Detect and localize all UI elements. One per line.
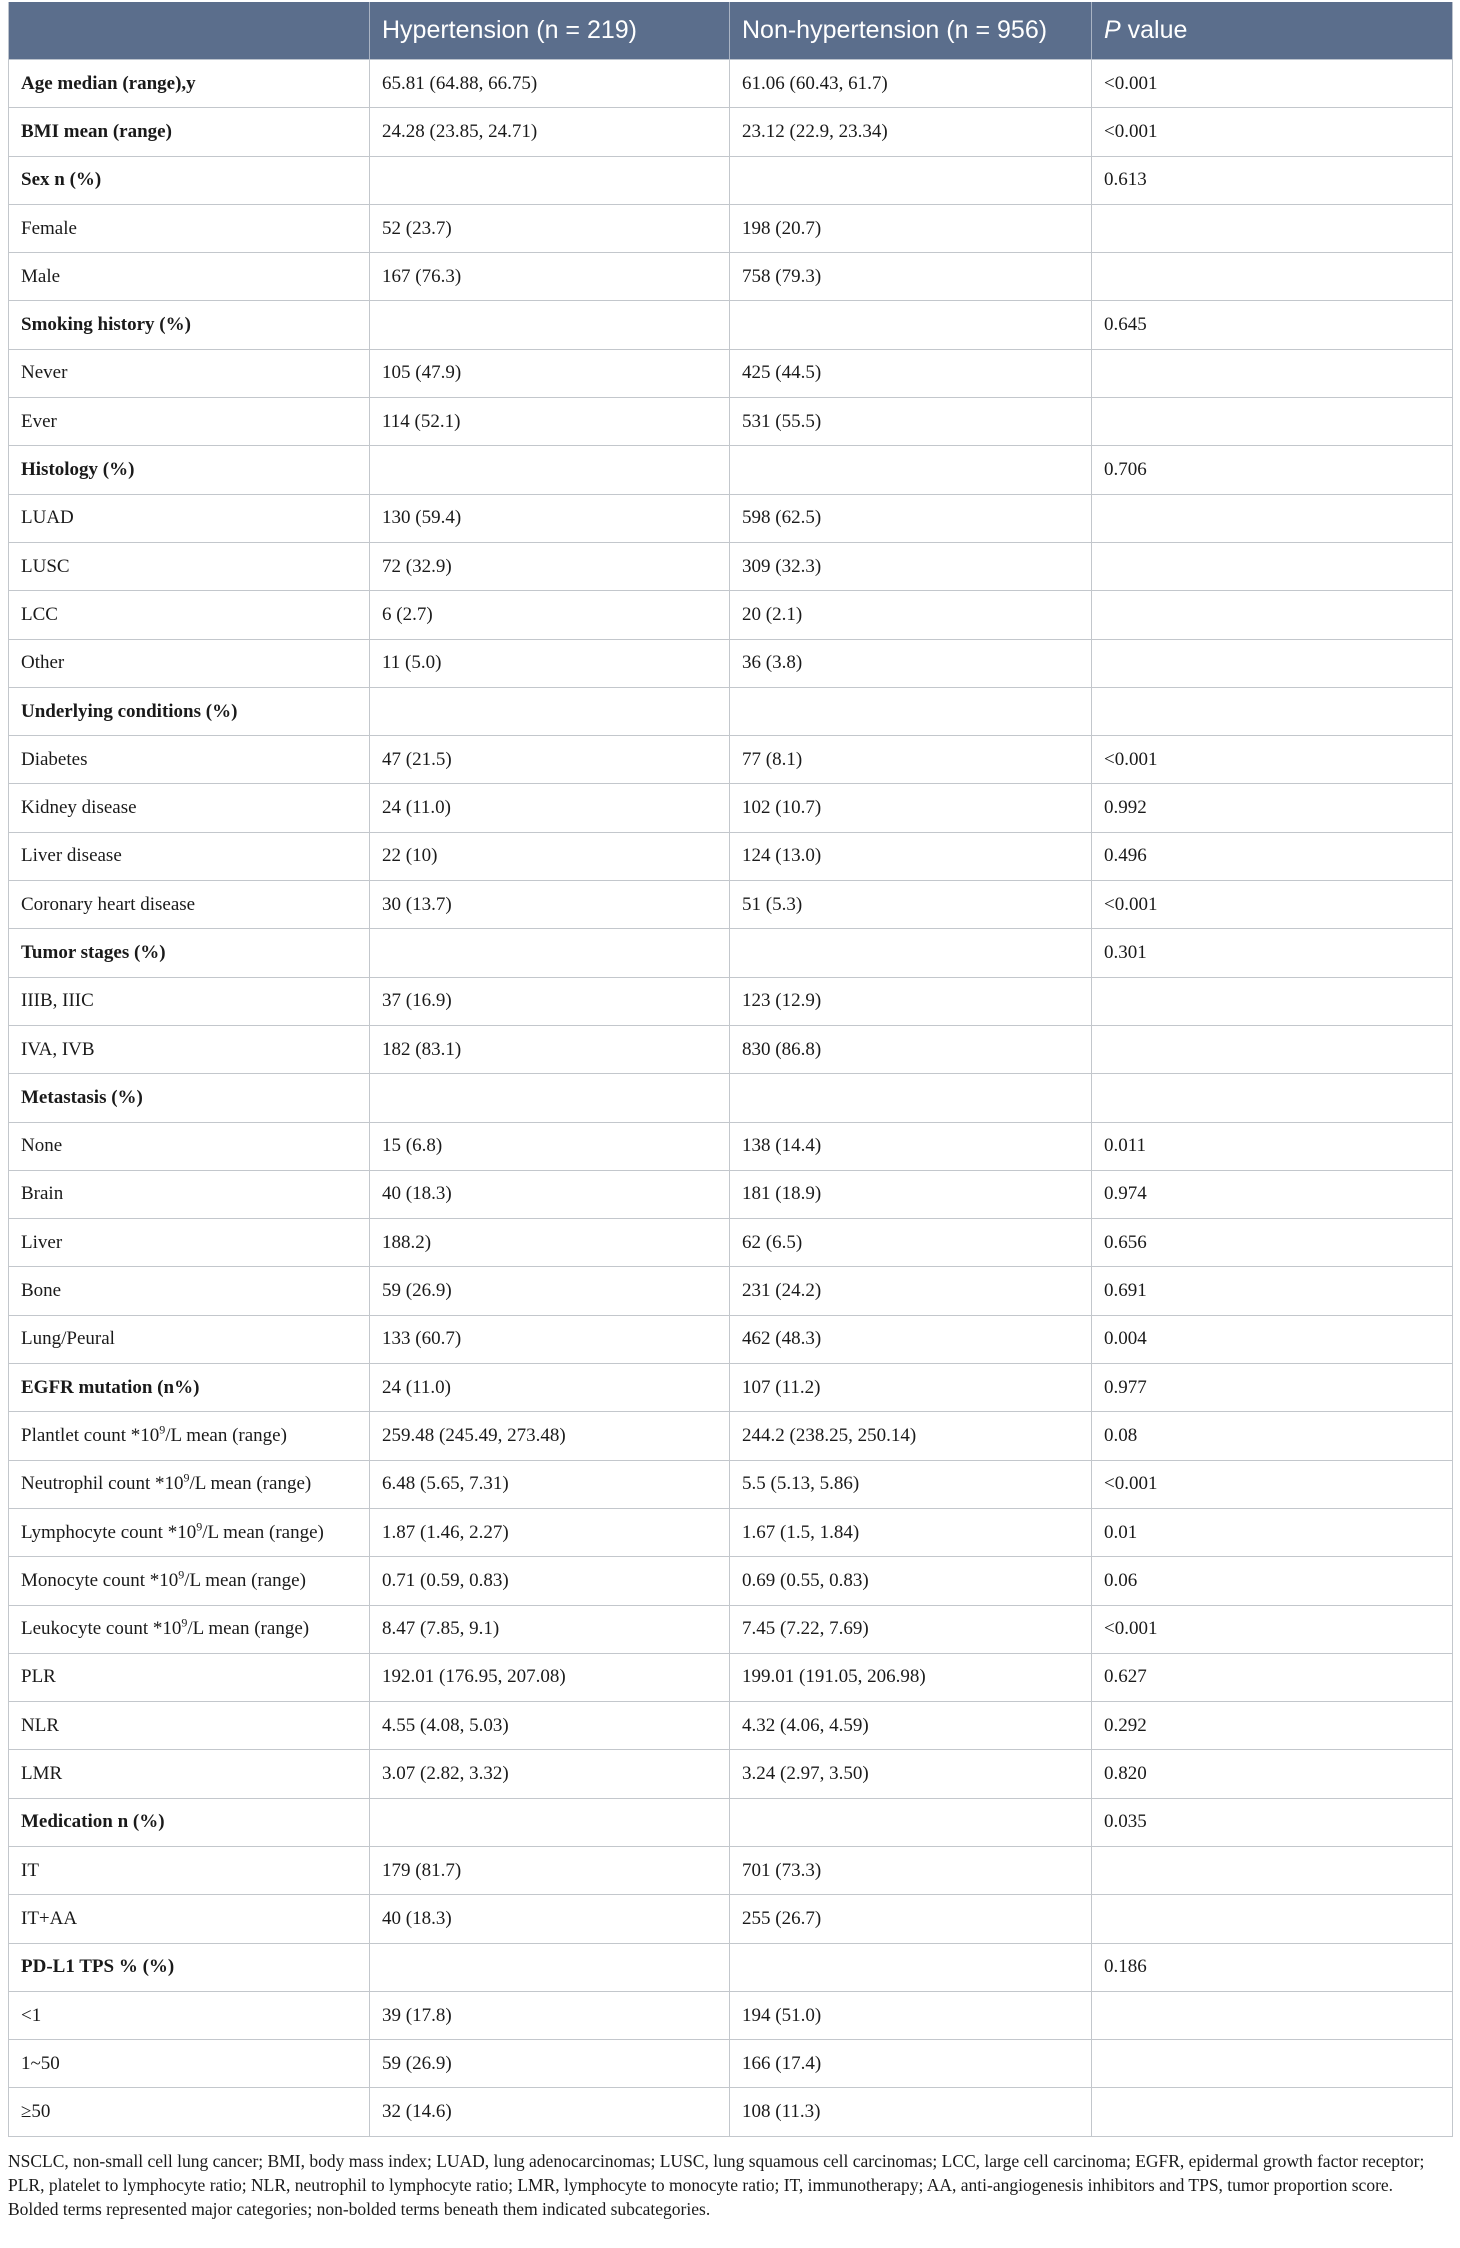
row-label-text: IVA, IVB xyxy=(21,1038,95,1060)
row-label-text: Diabetes xyxy=(21,748,88,770)
cell-hypertension: 24 (11.0) xyxy=(370,1364,730,1412)
cell-non-hypertension: 531 (55.5) xyxy=(730,398,1092,446)
table-body xyxy=(9,60,1453,2137)
cell-p-value xyxy=(1092,204,1453,252)
cell-non-hypertension: 36 (3.8) xyxy=(730,639,1092,687)
cell-non-hypertension: 5.5 (5.13, 5.86) xyxy=(730,1460,1092,1508)
row-label-text: PLR xyxy=(21,1666,56,1688)
cell-p-value: 0.992 xyxy=(1092,784,1453,832)
cell-p-value: 0.974 xyxy=(1092,1170,1453,1218)
row-label-text: Smoking history (%) xyxy=(21,314,191,336)
row-label xyxy=(9,1219,370,1267)
cell-hypertension: 32 (14.6) xyxy=(370,2088,730,2136)
cell-hypertension: 6 (2.7) xyxy=(370,591,730,639)
cell-p-value: 0.301 xyxy=(1092,929,1453,977)
table-row xyxy=(9,1846,1453,1894)
table-row xyxy=(9,1074,1453,1122)
row-label xyxy=(9,639,370,687)
cell-hypertension xyxy=(370,1074,730,1122)
table-row xyxy=(9,687,1453,735)
table-row xyxy=(9,591,1453,639)
row-label-text: IT xyxy=(21,1859,39,1881)
cell-non-hypertension: 23.12 (22.9, 23.34) xyxy=(730,108,1092,156)
row-label-text: Neutrophil count *10 xyxy=(21,1473,184,1495)
cell-p-value: 0.706 xyxy=(1092,446,1453,494)
row-label xyxy=(9,1315,370,1363)
cell-p-value: 0.645 xyxy=(1092,301,1453,349)
header-p-rest: value xyxy=(1120,16,1188,44)
cell-p-value xyxy=(1092,977,1453,1025)
row-label-text: Brain xyxy=(21,1183,64,1205)
table-row xyxy=(9,446,1453,494)
cell-hypertension: 24 (11.0) xyxy=(370,784,730,832)
table-row xyxy=(9,1895,1453,1943)
cell-non-hypertension xyxy=(730,1798,1092,1846)
row-label-text: Lymphocyte count *10 xyxy=(21,1521,197,1543)
row-label-text: Male xyxy=(21,265,61,287)
cell-hypertension: 1.87 (1.46, 2.27) xyxy=(370,1508,730,1556)
patient-characteristics-table xyxy=(8,2,1453,2137)
cell-hypertension: 59 (26.9) xyxy=(370,1267,730,1315)
cell-hypertension: 15 (6.8) xyxy=(370,1122,730,1170)
cell-hypertension: 192.01 (176.95, 207.08) xyxy=(370,1653,730,1701)
cell-non-hypertension: 181 (18.9) xyxy=(730,1170,1092,1218)
table-row xyxy=(9,1798,1453,1846)
cell-non-hypertension: 830 (86.8) xyxy=(730,1025,1092,1073)
row-label xyxy=(9,2040,370,2088)
cell-hypertension: 8.47 (7.85, 9.1) xyxy=(370,1605,730,1653)
cell-non-hypertension: 598 (62.5) xyxy=(730,494,1092,542)
row-label xyxy=(9,1653,370,1701)
cell-p-value: 0.292 xyxy=(1092,1702,1453,1750)
table-row xyxy=(9,881,1453,929)
row-label-text: Liver disease xyxy=(21,845,122,867)
table-row xyxy=(9,494,1453,542)
row-label-text: Metastasis (%) xyxy=(21,1086,143,1108)
cell-non-hypertension: 425 (44.5) xyxy=(730,349,1092,397)
cell-hypertension: 105 (47.9) xyxy=(370,349,730,397)
cell-p-value xyxy=(1092,1074,1453,1122)
cell-p-value xyxy=(1092,2040,1453,2088)
row-label-text: LUSC xyxy=(21,555,70,577)
row-label-text: Age median (range),y xyxy=(21,72,196,94)
cell-p-value: 0.035 xyxy=(1092,1798,1453,1846)
cell-hypertension xyxy=(370,1798,730,1846)
table-row xyxy=(9,639,1453,687)
cell-non-hypertension: 20 (2.1) xyxy=(730,591,1092,639)
table-row xyxy=(9,736,1453,784)
cell-hypertension: 3.07 (2.82, 3.32) xyxy=(370,1750,730,1798)
row-label xyxy=(9,2088,370,2136)
cell-p-value: <0.001 xyxy=(1092,736,1453,784)
cell-hypertension: 0.71 (0.59, 0.83) xyxy=(370,1557,730,1605)
cell-non-hypertension: 1.67 (1.5, 1.84) xyxy=(730,1508,1092,1556)
cell-non-hypertension: 758 (79.3) xyxy=(730,253,1092,301)
row-label xyxy=(9,1025,370,1073)
table-row xyxy=(9,204,1453,252)
table-row xyxy=(9,108,1453,156)
cell-p-value xyxy=(1092,687,1453,735)
row-label xyxy=(9,929,370,977)
cell-non-hypertension: 231 (24.2) xyxy=(730,1267,1092,1315)
table-header-row xyxy=(9,2,1453,60)
row-label xyxy=(9,253,370,301)
row-label-text: Medication n (%) xyxy=(21,1811,165,1833)
row-label-text: Bone xyxy=(21,1280,62,1302)
cell-hypertension: 259.48 (245.49, 273.48) xyxy=(370,1412,730,1460)
table-row xyxy=(9,1991,1453,2039)
row-label-text: Female xyxy=(21,217,77,239)
row-label xyxy=(9,1991,370,2039)
row-label xyxy=(9,1170,370,1218)
cell-non-hypertension xyxy=(730,156,1092,204)
cell-hypertension: 52 (23.7) xyxy=(370,204,730,252)
row-label xyxy=(9,1508,370,1556)
row-label-exponent: 9 xyxy=(159,1422,166,1437)
cell-hypertension xyxy=(370,446,730,494)
cell-non-hypertension: 138 (14.4) xyxy=(730,1122,1092,1170)
cell-hypertension: 6.48 (5.65, 7.31) xyxy=(370,1460,730,1508)
row-label xyxy=(9,301,370,349)
table-row xyxy=(9,1267,1453,1315)
header-non-hypertension: Non-hypertension (n = 956) xyxy=(730,2,1092,60)
cell-p-value: <0.001 xyxy=(1092,1605,1453,1653)
cell-non-hypertension xyxy=(730,446,1092,494)
row-label-text: Never xyxy=(21,362,68,384)
cell-non-hypertension xyxy=(730,929,1092,977)
row-label-unit: /L mean (range) xyxy=(187,1618,310,1640)
table-row xyxy=(9,301,1453,349)
table-row xyxy=(9,1508,1453,1556)
cell-non-hypertension xyxy=(730,301,1092,349)
cell-hypertension: 39 (17.8) xyxy=(370,1991,730,2039)
cell-non-hypertension: 102 (10.7) xyxy=(730,784,1092,832)
row-label-text: Histology (%) xyxy=(21,459,135,481)
cell-hypertension: 22 (10) xyxy=(370,832,730,880)
table-row xyxy=(9,1364,1453,1412)
row-label xyxy=(9,1750,370,1798)
row-label-text: PD-L1 TPS % (%) xyxy=(21,1956,175,1978)
cell-p-value: 0.011 xyxy=(1092,1122,1453,1170)
cell-hypertension xyxy=(370,1943,730,1991)
cell-non-hypertension: 166 (17.4) xyxy=(730,2040,1092,2088)
cell-p-value xyxy=(1092,1025,1453,1073)
table-row xyxy=(9,1219,1453,1267)
row-label xyxy=(9,1605,370,1653)
cell-p-value: 0.08 xyxy=(1092,1412,1453,1460)
cell-p-value: 0.496 xyxy=(1092,832,1453,880)
cell-p-value: 0.691 xyxy=(1092,1267,1453,1315)
table-row xyxy=(9,1943,1453,1991)
row-label xyxy=(9,446,370,494)
row-label-text: Plantlet count *10 xyxy=(21,1424,160,1446)
row-label xyxy=(9,881,370,929)
cell-hypertension xyxy=(370,301,730,349)
cell-non-hypertension: 4.32 (4.06, 4.59) xyxy=(730,1702,1092,1750)
cell-non-hypertension: 255 (26.7) xyxy=(730,1895,1092,1943)
row-label xyxy=(9,542,370,590)
row-label-text: Tumor stages (%) xyxy=(21,941,166,963)
row-label-exponent: 9 xyxy=(178,1567,185,1582)
cell-p-value xyxy=(1092,253,1453,301)
row-label xyxy=(9,1412,370,1460)
table-footnotes xyxy=(8,2149,1452,2221)
row-label-exponent: 9 xyxy=(183,1470,190,1485)
table-row xyxy=(9,2088,1453,2136)
row-label xyxy=(9,736,370,784)
cell-non-hypertension: 7.45 (7.22, 7.69) xyxy=(730,1605,1092,1653)
row-label-text: IIIB, IIIC xyxy=(21,990,94,1012)
cell-hypertension: 130 (59.4) xyxy=(370,494,730,542)
footnote-legend: Bolded terms represented major categories; non-bolded terms beneath them indicated subcategories. xyxy=(8,2198,711,2219)
row-label xyxy=(9,1267,370,1315)
table-row xyxy=(9,1605,1453,1653)
cell-hypertension: 47 (21.5) xyxy=(370,736,730,784)
header-hypertension: Hypertension (n = 219) xyxy=(370,2,730,60)
cell-p-value: 0.186 xyxy=(1092,1943,1453,1991)
row-label-unit: /L mean (range) xyxy=(189,1473,312,1495)
row-label xyxy=(9,1557,370,1605)
cell-hypertension: 40 (18.3) xyxy=(370,1170,730,1218)
cell-non-hypertension: 309 (32.3) xyxy=(730,542,1092,590)
table-row xyxy=(9,1170,1453,1218)
cell-non-hypertension: 194 (51.0) xyxy=(730,1991,1092,2039)
row-label-text: Coronary heart disease xyxy=(21,893,196,915)
cell-p-value: 0.01 xyxy=(1092,1508,1453,1556)
cell-p-value xyxy=(1092,349,1453,397)
table-row xyxy=(9,929,1453,977)
table-row xyxy=(9,784,1453,832)
cell-hypertension xyxy=(370,156,730,204)
row-label-text: Monocyte count *10 xyxy=(21,1569,179,1591)
row-label xyxy=(9,1364,370,1412)
row-label xyxy=(9,832,370,880)
cell-p-value: 0.656 xyxy=(1092,1219,1453,1267)
row-label-unit: /L mean (range) xyxy=(202,1521,324,1543)
row-label xyxy=(9,687,370,735)
row-label xyxy=(9,156,370,204)
row-label-text: <1 xyxy=(21,2004,42,2026)
row-label-text: Lung/Peural xyxy=(21,1328,115,1350)
table-row xyxy=(9,1653,1453,1701)
cell-p-value xyxy=(1092,494,1453,542)
row-label-text: Liver xyxy=(21,1231,63,1253)
row-label xyxy=(9,349,370,397)
cell-non-hypertension xyxy=(730,687,1092,735)
cell-non-hypertension: 108 (11.3) xyxy=(730,2088,1092,2136)
cell-hypertension: 30 (13.7) xyxy=(370,881,730,929)
cell-hypertension: 182 (83.1) xyxy=(370,1025,730,1073)
cell-hypertension: 179 (81.7) xyxy=(370,1846,730,1894)
footnote-abbreviations: NSCLC, non-small cell lung cancer; BMI, body mass index; LUAD, lung adenocarcinomas; LUSC, lung squamous cell carcinomas; LCC, large cell carcinoma; EGFR, epidermal growth factor receptor; PLR, platelet to lymphocyte ratio; NLR, neutrophil to lymphocyte ratio; LMR, lymphocyte to monocyte ratio; IT, immunotherapy; AA, anti-angiogenesis inhibitors and TPS, tumor proportion score. xyxy=(8,2150,1425,2195)
table-row xyxy=(9,1750,1453,1798)
cell-non-hypertension: 123 (12.9) xyxy=(730,977,1092,1025)
cell-hypertension: 188.2) xyxy=(370,1219,730,1267)
cell-p-value: <0.001 xyxy=(1092,1460,1453,1508)
table-row xyxy=(9,398,1453,446)
row-label xyxy=(9,784,370,832)
header-p-value xyxy=(1092,2,1453,60)
table-row xyxy=(9,832,1453,880)
row-label-text: NLR xyxy=(21,1714,59,1736)
cell-non-hypertension xyxy=(730,1074,1092,1122)
row-label-text: IT+AA xyxy=(21,1907,78,1929)
row-label xyxy=(9,1460,370,1508)
row-label xyxy=(9,1798,370,1846)
cell-non-hypertension: 0.69 (0.55, 0.83) xyxy=(730,1557,1092,1605)
table-row xyxy=(9,1557,1453,1605)
cell-non-hypertension: 3.24 (2.97, 3.50) xyxy=(730,1750,1092,1798)
cell-p-value xyxy=(1092,542,1453,590)
table-row xyxy=(9,349,1453,397)
cell-hypertension: 114 (52.1) xyxy=(370,398,730,446)
row-label-exponent: 9 xyxy=(181,1615,188,1630)
cell-hypertension: 37 (16.9) xyxy=(370,977,730,1025)
row-label xyxy=(9,1943,370,1991)
row-label-text: LCC xyxy=(21,603,58,625)
cell-p-value: 0.004 xyxy=(1092,1315,1453,1363)
row-label xyxy=(9,1702,370,1750)
table-row xyxy=(9,1460,1453,1508)
cell-p-value: 0.820 xyxy=(1092,1750,1453,1798)
cell-non-hypertension: 61.06 (60.43, 61.7) xyxy=(730,60,1092,108)
cell-non-hypertension: 199.01 (191.05, 206.98) xyxy=(730,1653,1092,1701)
row-label-unit: /L mean (range) xyxy=(184,1569,306,1591)
cell-non-hypertension: 244.2 (238.25, 250.14) xyxy=(730,1412,1092,1460)
row-label xyxy=(9,977,370,1025)
cell-hypertension: 65.81 (64.88, 66.75) xyxy=(370,60,730,108)
row-label xyxy=(9,1122,370,1170)
row-label-text: LMR xyxy=(21,1763,63,1785)
cell-p-value: <0.001 xyxy=(1092,108,1453,156)
cell-p-value: 0.627 xyxy=(1092,1653,1453,1701)
cell-hypertension: 11 (5.0) xyxy=(370,639,730,687)
row-label-text: Ever xyxy=(21,410,57,432)
cell-hypertension xyxy=(370,929,730,977)
cell-p-value xyxy=(1092,1895,1453,1943)
cell-p-value: 0.977 xyxy=(1092,1364,1453,1412)
cell-hypertension: 72 (32.9) xyxy=(370,542,730,590)
row-label-text: Leukocyte count *10 xyxy=(21,1618,182,1640)
row-label xyxy=(9,60,370,108)
table-row xyxy=(9,1122,1453,1170)
table-row xyxy=(9,156,1453,204)
cell-non-hypertension xyxy=(730,1943,1092,1991)
cell-hypertension: 24.28 (23.85, 24.71) xyxy=(370,108,730,156)
table-row xyxy=(9,1025,1453,1073)
row-label xyxy=(9,1074,370,1122)
row-label-exponent: 9 xyxy=(196,1519,203,1534)
cell-hypertension xyxy=(370,687,730,735)
row-label-text: Sex n (%) xyxy=(21,169,102,191)
row-label-text: Other xyxy=(21,652,65,674)
row-label xyxy=(9,494,370,542)
cell-hypertension: 40 (18.3) xyxy=(370,1895,730,1943)
table-row xyxy=(9,1702,1453,1750)
row-label-text: LUAD xyxy=(21,507,74,529)
row-label xyxy=(9,108,370,156)
row-label-text: 1~50 xyxy=(21,2052,60,2074)
row-label xyxy=(9,591,370,639)
header-p-italic: P xyxy=(1104,16,1121,44)
cell-non-hypertension: 701 (73.3) xyxy=(730,1846,1092,1894)
row-label xyxy=(9,398,370,446)
cell-p-value xyxy=(1092,1846,1453,1894)
cell-p-value: <0.001 xyxy=(1092,881,1453,929)
row-label-unit: /L mean (range) xyxy=(165,1424,287,1446)
row-label-text: EGFR mutation (n%) xyxy=(21,1376,200,1398)
cell-hypertension: 133 (60.7) xyxy=(370,1315,730,1363)
table-row xyxy=(9,542,1453,590)
cell-p-value xyxy=(1092,398,1453,446)
row-label-text: Kidney disease xyxy=(21,797,137,819)
cell-p-value xyxy=(1092,2088,1453,2136)
cell-p-value xyxy=(1092,1991,1453,2039)
cell-non-hypertension: 51 (5.3) xyxy=(730,881,1092,929)
cell-p-value: 0.613 xyxy=(1092,156,1453,204)
cell-non-hypertension: 62 (6.5) xyxy=(730,1219,1092,1267)
header-variable xyxy=(9,2,370,60)
row-label xyxy=(9,204,370,252)
table-row xyxy=(9,2040,1453,2088)
table-container xyxy=(8,2,1452,2221)
cell-p-value xyxy=(1092,591,1453,639)
row-label xyxy=(9,1846,370,1894)
cell-non-hypertension: 77 (8.1) xyxy=(730,736,1092,784)
row-label-text: None xyxy=(21,1135,63,1157)
row-label-text: BMI mean (range) xyxy=(21,120,172,142)
cell-p-value xyxy=(1092,639,1453,687)
table-row xyxy=(9,977,1453,1025)
cell-non-hypertension: 107 (11.2) xyxy=(730,1364,1092,1412)
cell-non-hypertension: 462 (48.3) xyxy=(730,1315,1092,1363)
cell-hypertension: 59 (26.9) xyxy=(370,2040,730,2088)
row-label xyxy=(9,1895,370,1943)
cell-hypertension: 4.55 (4.08, 5.03) xyxy=(370,1702,730,1750)
cell-non-hypertension: 198 (20.7) xyxy=(730,204,1092,252)
cell-non-hypertension: 124 (13.0) xyxy=(730,832,1092,880)
table-row xyxy=(9,60,1453,108)
row-label-text: Underlying conditions (%) xyxy=(21,700,238,722)
cell-p-value: <0.001 xyxy=(1092,60,1453,108)
table-row xyxy=(9,1315,1453,1363)
row-label-text: ≥50 xyxy=(21,2101,51,2123)
cell-hypertension: 167 (76.3) xyxy=(370,253,730,301)
table-row xyxy=(9,253,1453,301)
cell-p-value: 0.06 xyxy=(1092,1557,1453,1605)
table-row xyxy=(9,1412,1453,1460)
